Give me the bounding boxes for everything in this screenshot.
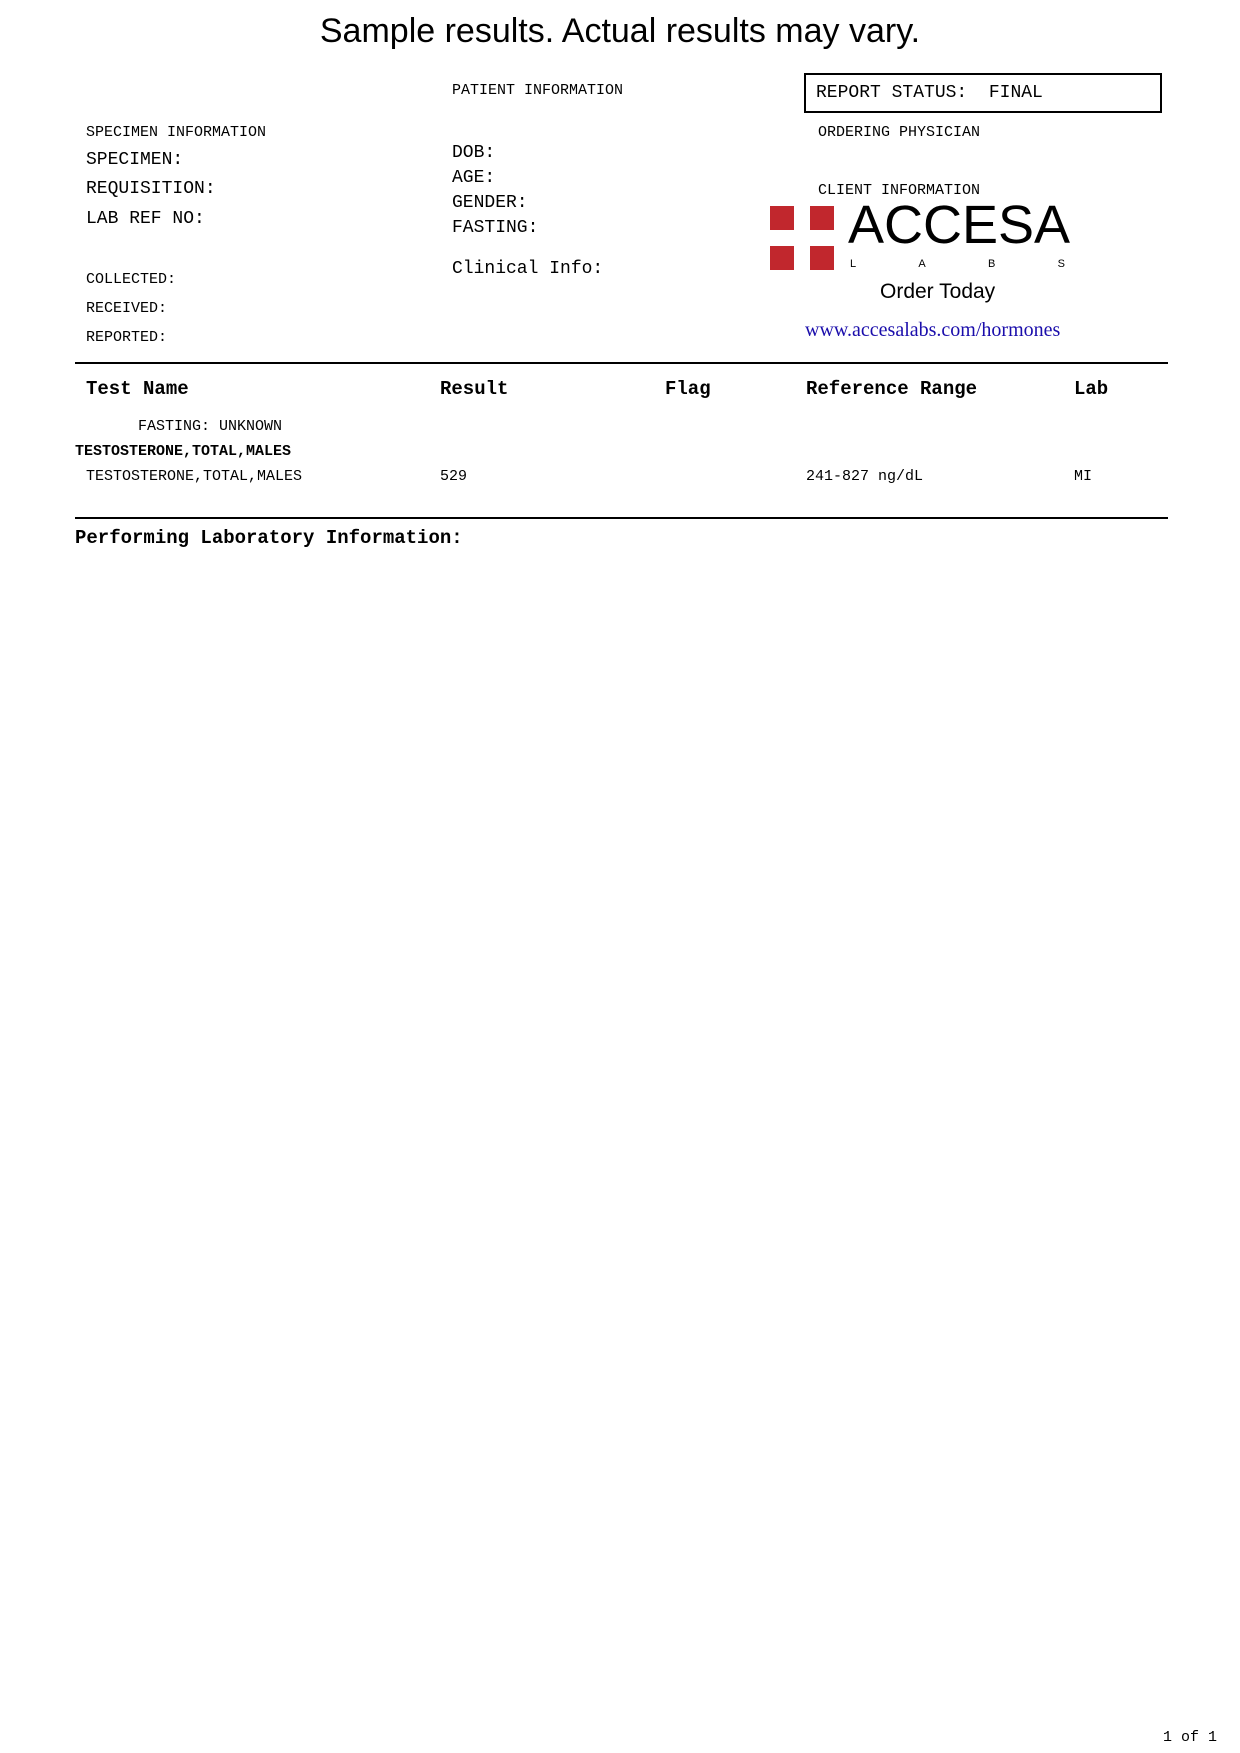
logo-subtext: L A B S — [850, 258, 1065, 270]
row-test-name: TESTOSTERONE,TOTAL,MALES — [86, 468, 303, 485]
col-header-reference-range: Reference Range — [806, 378, 978, 400]
ordering-physician-heading: ORDERING PHYSICIAN — [818, 124, 981, 141]
specimen-info-heading: SPECIMEN INFORMATION — [86, 124, 267, 141]
logo-square — [810, 206, 834, 230]
reported-label: REPORTED: — [86, 329, 168, 346]
gender-label: GENDER: — [452, 193, 528, 213]
fasting-note: FASTING: UNKNOWN — [138, 418, 283, 435]
dob-label: DOB: — [452, 143, 496, 163]
logo-wordmark: ACCESA — [848, 195, 1071, 255]
row-reference-range: 241-827 ng/dL — [806, 468, 924, 485]
col-header-result: Result — [440, 378, 509, 400]
requisition-label: REQUISITION: — [86, 179, 216, 199]
report-status-box — [804, 73, 1162, 113]
patient-info-heading: PATIENT INFORMATION — [452, 82, 624, 99]
performing-lab-heading: Performing Laboratory Information: — [75, 527, 463, 549]
accesa-labs-logo — [768, 195, 1071, 274]
row-result: 529 — [440, 468, 468, 485]
logo-square — [770, 206, 794, 230]
col-header-lab: Lab — [1074, 378, 1109, 400]
client-info-heading: CLIENT INFORMATION — [818, 182, 981, 199]
logo-square — [810, 246, 834, 270]
table-bottom-divider — [75, 517, 1168, 519]
sample-disclaimer-banner: Sample results. Actual results may vary. — [319, 12, 921, 50]
page-number: 1 of 1 — [1163, 1729, 1218, 1746]
clinical-info-label: Clinical Info: — [452, 259, 604, 279]
col-header-test-name: Test Name — [86, 378, 189, 400]
header-divider — [75, 362, 1168, 364]
collected-label: COLLECTED: — [86, 271, 177, 288]
report-status-value: FINAL — [988, 83, 1043, 103]
specimen-label: SPECIMEN: — [86, 150, 184, 170]
order-today-text: Order Today — [880, 280, 996, 303]
report-status-label: REPORT STATUS: FINAL — [816, 83, 1043, 103]
col-header-flag: Flag — [665, 378, 711, 400]
test-group-title: TESTOSTERONE,TOTAL,MALES — [75, 443, 292, 460]
fasting-label: FASTING: — [452, 218, 539, 238]
hormones-link[interactable]: www.accesalabs.com/hormones — [805, 319, 1061, 341]
received-label: RECEIVED: — [86, 300, 168, 317]
logo-square — [770, 246, 794, 270]
row-lab: MI — [1074, 468, 1093, 485]
age-label: AGE: — [452, 168, 496, 188]
lab-ref-no-label: LAB REF NO: — [86, 209, 205, 229]
